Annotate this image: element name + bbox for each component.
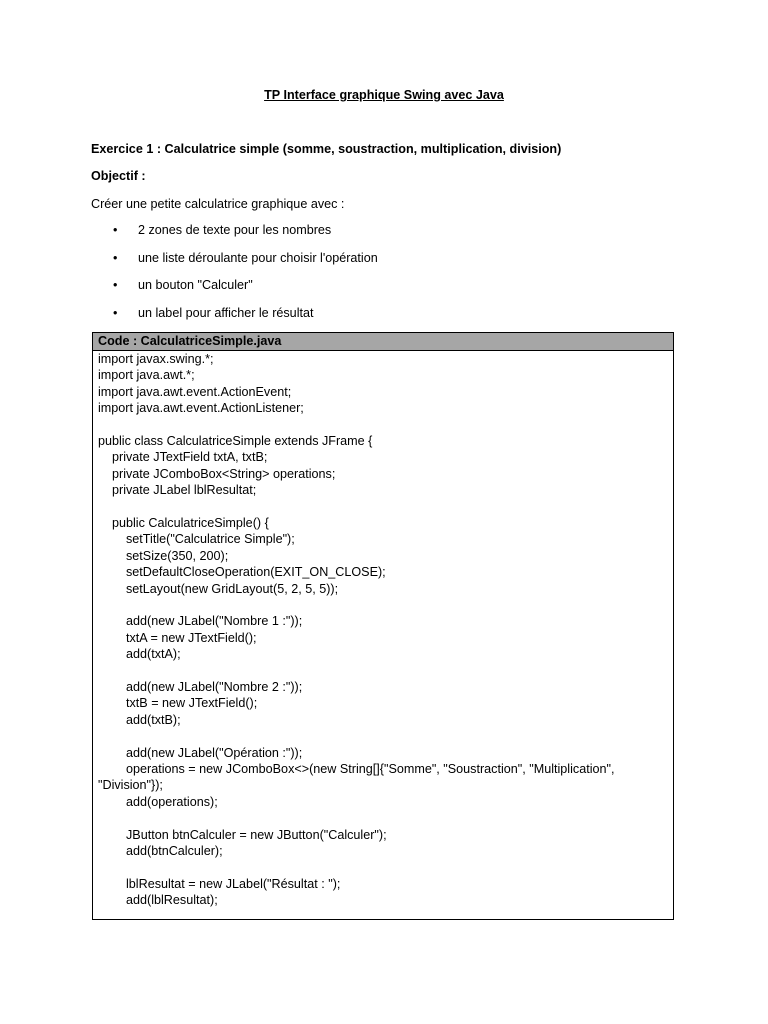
code-line: [98, 728, 667, 744]
code-line: "Division"});: [98, 778, 163, 793]
list-item: [0, 277, 378, 305]
code-line: txtB = new JTextField();: [98, 696, 258, 711]
code-line: import java.awt.*;: [98, 368, 195, 383]
code-block-header: Code : CalculatriceSimple.java: [93, 333, 673, 351]
code-line: add(operations);: [98, 794, 218, 809]
code-line: setLayout(new GridLayout(5, 2, 5, 5));: [98, 581, 339, 596]
code-line: add(new JLabel("Nombre 2 :"));: [98, 680, 303, 695]
code-line: private JComboBox<String> operations;: [98, 466, 336, 481]
code-line: JButton btnCalculer = new JButton("Calculer");: [98, 827, 387, 842]
code-line: setDefaultCloseOperation(EXIT_ON_CLOSE);: [98, 565, 386, 580]
list-item-text: 2 zones de texte pour les nombres: [138, 223, 332, 237]
list-item-text: un bouton "Calculer": [138, 278, 253, 292]
code-line: [98, 810, 667, 826]
code-line: public CalculatriceSimple() {: [98, 516, 269, 531]
code-line: add(new JLabel("Nombre 1 :"));: [98, 614, 303, 629]
code-line: add(new JLabel("Opération :"));: [98, 745, 303, 760]
code-line: add(txtB);: [98, 712, 181, 727]
requirements-list: [0, 222, 378, 332]
bullet-icon: •: [113, 250, 118, 265]
objective-heading: Objectif :: [91, 169, 146, 183]
code-line: private JTextField txtA, txtB;: [98, 450, 268, 465]
code-line: import java.awt.event.ActionEvent;: [98, 384, 292, 399]
code-line: txtA = new JTextField();: [98, 630, 257, 645]
code-line: add(txtA);: [98, 647, 181, 662]
exercise-heading: Exercice 1 : Calculatrice simple (somme, soustraction, multiplication, division): [91, 142, 562, 156]
code-line: import javax.swing.*;: [98, 352, 214, 366]
code-line: setSize(350, 200);: [98, 548, 229, 563]
code-line: [98, 663, 667, 679]
code-block-body: [93, 351, 673, 909]
code-line: [98, 597, 667, 613]
page-title: TP Interface graphique Swing avec Java: [264, 88, 504, 102]
code-line: lblResultat = new JLabel("Résultat : ");: [98, 876, 341, 891]
code-line: import java.awt.event.ActionListener;: [98, 401, 304, 416]
code-line: [98, 860, 667, 876]
code-line: public class CalculatriceSimple extends JFrame {: [98, 434, 373, 449]
intro-paragraph: Créer une petite calculatrice graphique avec :: [91, 197, 345, 211]
bullet-icon: •: [113, 223, 118, 237]
code-line: add(lblResultat);: [98, 893, 218, 908]
code-line: operations = new JComboBox<>(new String[]{"Somme", "Soustraction", "Multiplication",: [98, 762, 615, 777]
bullet-icon: •: [113, 305, 118, 320]
code-line: setTitle("Calculatrice Simple");: [98, 532, 295, 547]
list-item: [0, 222, 378, 250]
bullet-icon: •: [113, 278, 118, 292]
list-item-text: une liste déroulante pour choisir l'opération: [138, 250, 378, 265]
code-line: [98, 417, 667, 433]
list-item: [0, 305, 378, 333]
code-block: [92, 332, 674, 920]
list-item-text: un label pour afficher le résultat: [138, 305, 314, 320]
code-line: add(btnCalculer);: [98, 844, 223, 859]
list-item: [0, 250, 378, 278]
code-line: [98, 499, 667, 515]
code-line: private JLabel lblResultat;: [98, 483, 257, 498]
